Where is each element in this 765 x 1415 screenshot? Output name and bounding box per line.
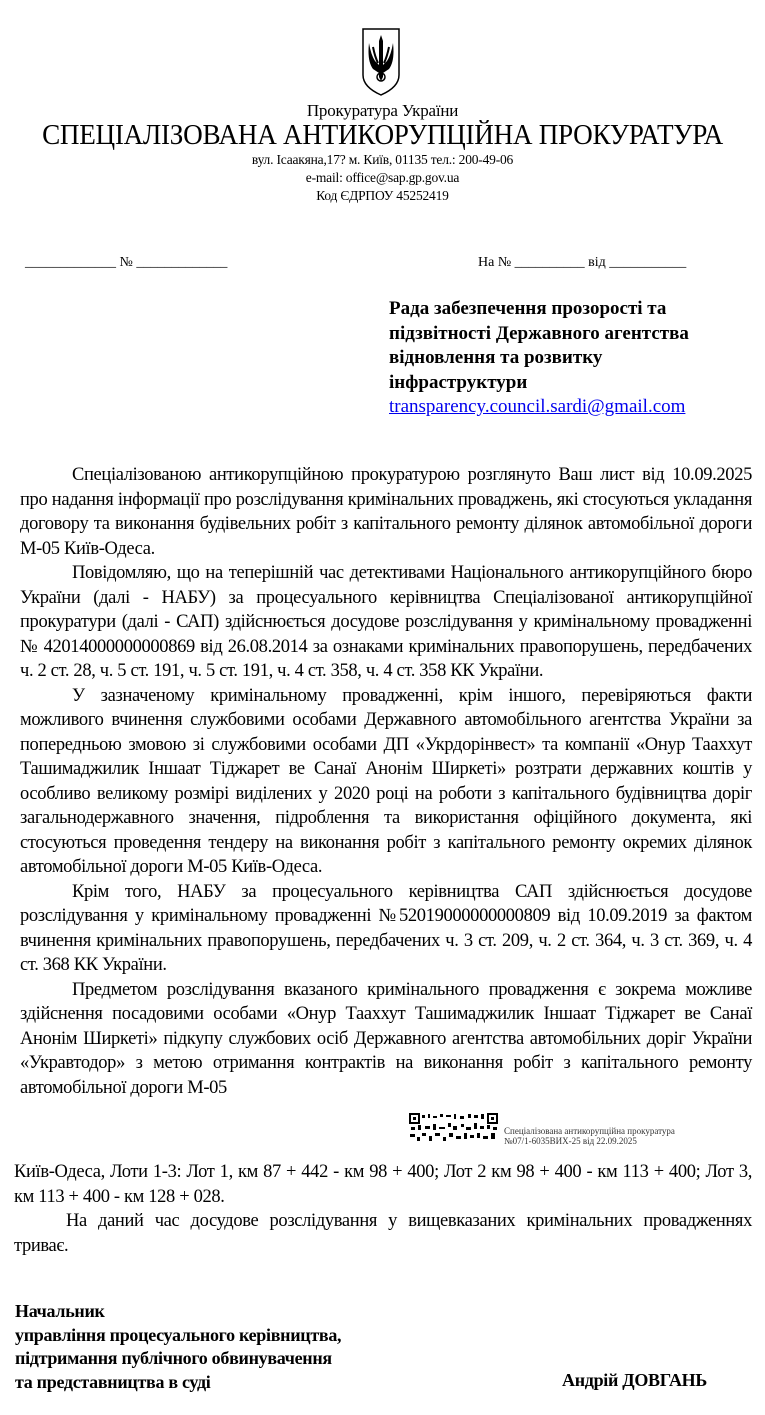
position-line: управління процесуального керівництва, — [15, 1324, 342, 1345]
body-paragraph: Повідомляю, що на теперішній час детективами Національного антикорупційного бюро України (далі - НАБУ) за процесуального керівництва Спеціалізованої антикорупційної прокуратури (далі - САП) здійснюється досудове розслідування у кримінальному провадженні № 42014000000000869 від 26.08.2014 за ознаками кримінальних правопорушень, передбачених ч. 2 ст. 28, ч. 5 ст. 191, ч. 5 ст. 191, ч. 4 ст. 358, ч. 4 ст. 358 КК України. — [20, 563, 752, 681]
body-continuation-text: Київ-Одеса, Лоти 1-3: Лот 1, км 87 + 442 - км 98 + 400; Лот 2 км 98 + 400 - км 113 + 400; Лот 3, км 113 + 400 - км 128 + 028. — [14, 1162, 752, 1207]
recipient-email-link[interactable]: transparency.council.sardi@gmail.com — [389, 396, 686, 417]
body-final-paragraph: На даний час досудове розслідування у вищевказаних кримінальних провадженнях триває. — [14, 1211, 752, 1256]
signatory-position — [15, 1300, 341, 1394]
recipient-block — [389, 297, 749, 420]
recipient-line: інфраструктури — [389, 371, 528, 393]
body-paragraph: У зазначеному кримінальному провадженні, крім іншого, перевіряються факти можливого вчинення службовими особами Державного автомобільного агентства України за попередньою змовою зі службовими особами ДП «Укрдорінвест» та компанії «Онур Тааххут Ташимаджилик Іншаат Тіджарет ве Санаї Анонім Ширкеті» розтрати державних коштів у особливо великому розмірі виділених у 2020 році на роботи з капітального будівництва доріг загальнодержавного значення, підроблення та використання офіційного документа, які стосуються проведення тендеру на виконання робіт з капітального ремонту окремих ділянок автомобільної дороги М-05 Київ-Одеса. — [20, 685, 752, 877]
position-line: та представництва в суді — [15, 1371, 211, 1392]
letter-body — [20, 463, 752, 1100]
body-paragraph: Спеціалізованою антикорупційною прокуратурою розглянуто Ваш лист від 10.09.2025 про надання інформації про розслідування кримінальних проваджень, які стосуються укладання договору та виконання будівельних робіт з капітального ремонту ділянок автомобільної дороги М-05 Київ-Одеса. — [20, 465, 752, 559]
org-parent-name: Прокуратура України — [306, 101, 459, 120]
signatory-name: Андрій ДОВГАНЬ — [562, 1370, 707, 1390]
org-title: СПЕЦІАЛІЗОВАНА АНТИКОРУПЦІЙНА ПРОКУРАТУРА — [42, 120, 723, 151]
recipient-line: Рада забезпечення прозорості та — [389, 298, 667, 319]
org-address: вул. Ісаакяна,17? м. Київ, 01135 тел.: 200-49-06 — [251, 152, 514, 167]
position-line: підтримання публічного обвинувачення — [15, 1348, 332, 1368]
body-paragraph: Предметом розслідування вказаного кримінального провадження є зокрема можливе здійснення посадовими особами «Онур Тааххут Ташимаджилик Іншаат Тіджарет ве Санаї Анонім Ширкеті» підкупу службових осіб Державного агентства автомобільних доріг України «Укравтодор» з метою отримання контрактів на виконання робіт з капітального ремонту автомобільної дороги М-05 — [20, 979, 752, 1098]
recipient-line: відновлення та розвитку — [389, 347, 603, 368]
org-email: e-mail: office@sap.gp.gov.ua — [305, 170, 460, 185]
ukraine-trident-emblem-icon — [361, 27, 401, 97]
position-line: Начальник — [15, 1301, 105, 1321]
qr-code-icon — [408, 1113, 500, 1143]
letter-body-continuation — [14, 1160, 752, 1258]
stamp-reg-number: №07/1-6035ВИХ-25 від 22.09.2025 — [504, 1136, 637, 1146]
body-paragraph: Крім того, НАБУ за процесуального керівництва САП здійснюється досудове розслідування у кримінальному провадженні №52019000000000809 від 10.09.2019 за фактом вчинення кримінальних правопорушень, передбачених ч. 3 ст. 209, ч. 2 ст. 364, ч. 3 ст. 369, ч. 4 ст. 368 КК України. — [20, 881, 752, 975]
org-edrpou-code: Код ЄДРПОУ 45252419 — [316, 188, 449, 203]
incoming-number-field: На № __________ від ___________ — [478, 255, 687, 270]
outgoing-number-field: _____________ № _____________ — [25, 255, 228, 270]
registration-stamp-text — [504, 1126, 675, 1146]
stamp-org-name: Спеціалізована антикорупційна прокуратура — [504, 1126, 675, 1136]
recipient-line: підзвітності Державного агентства — [389, 322, 689, 344]
